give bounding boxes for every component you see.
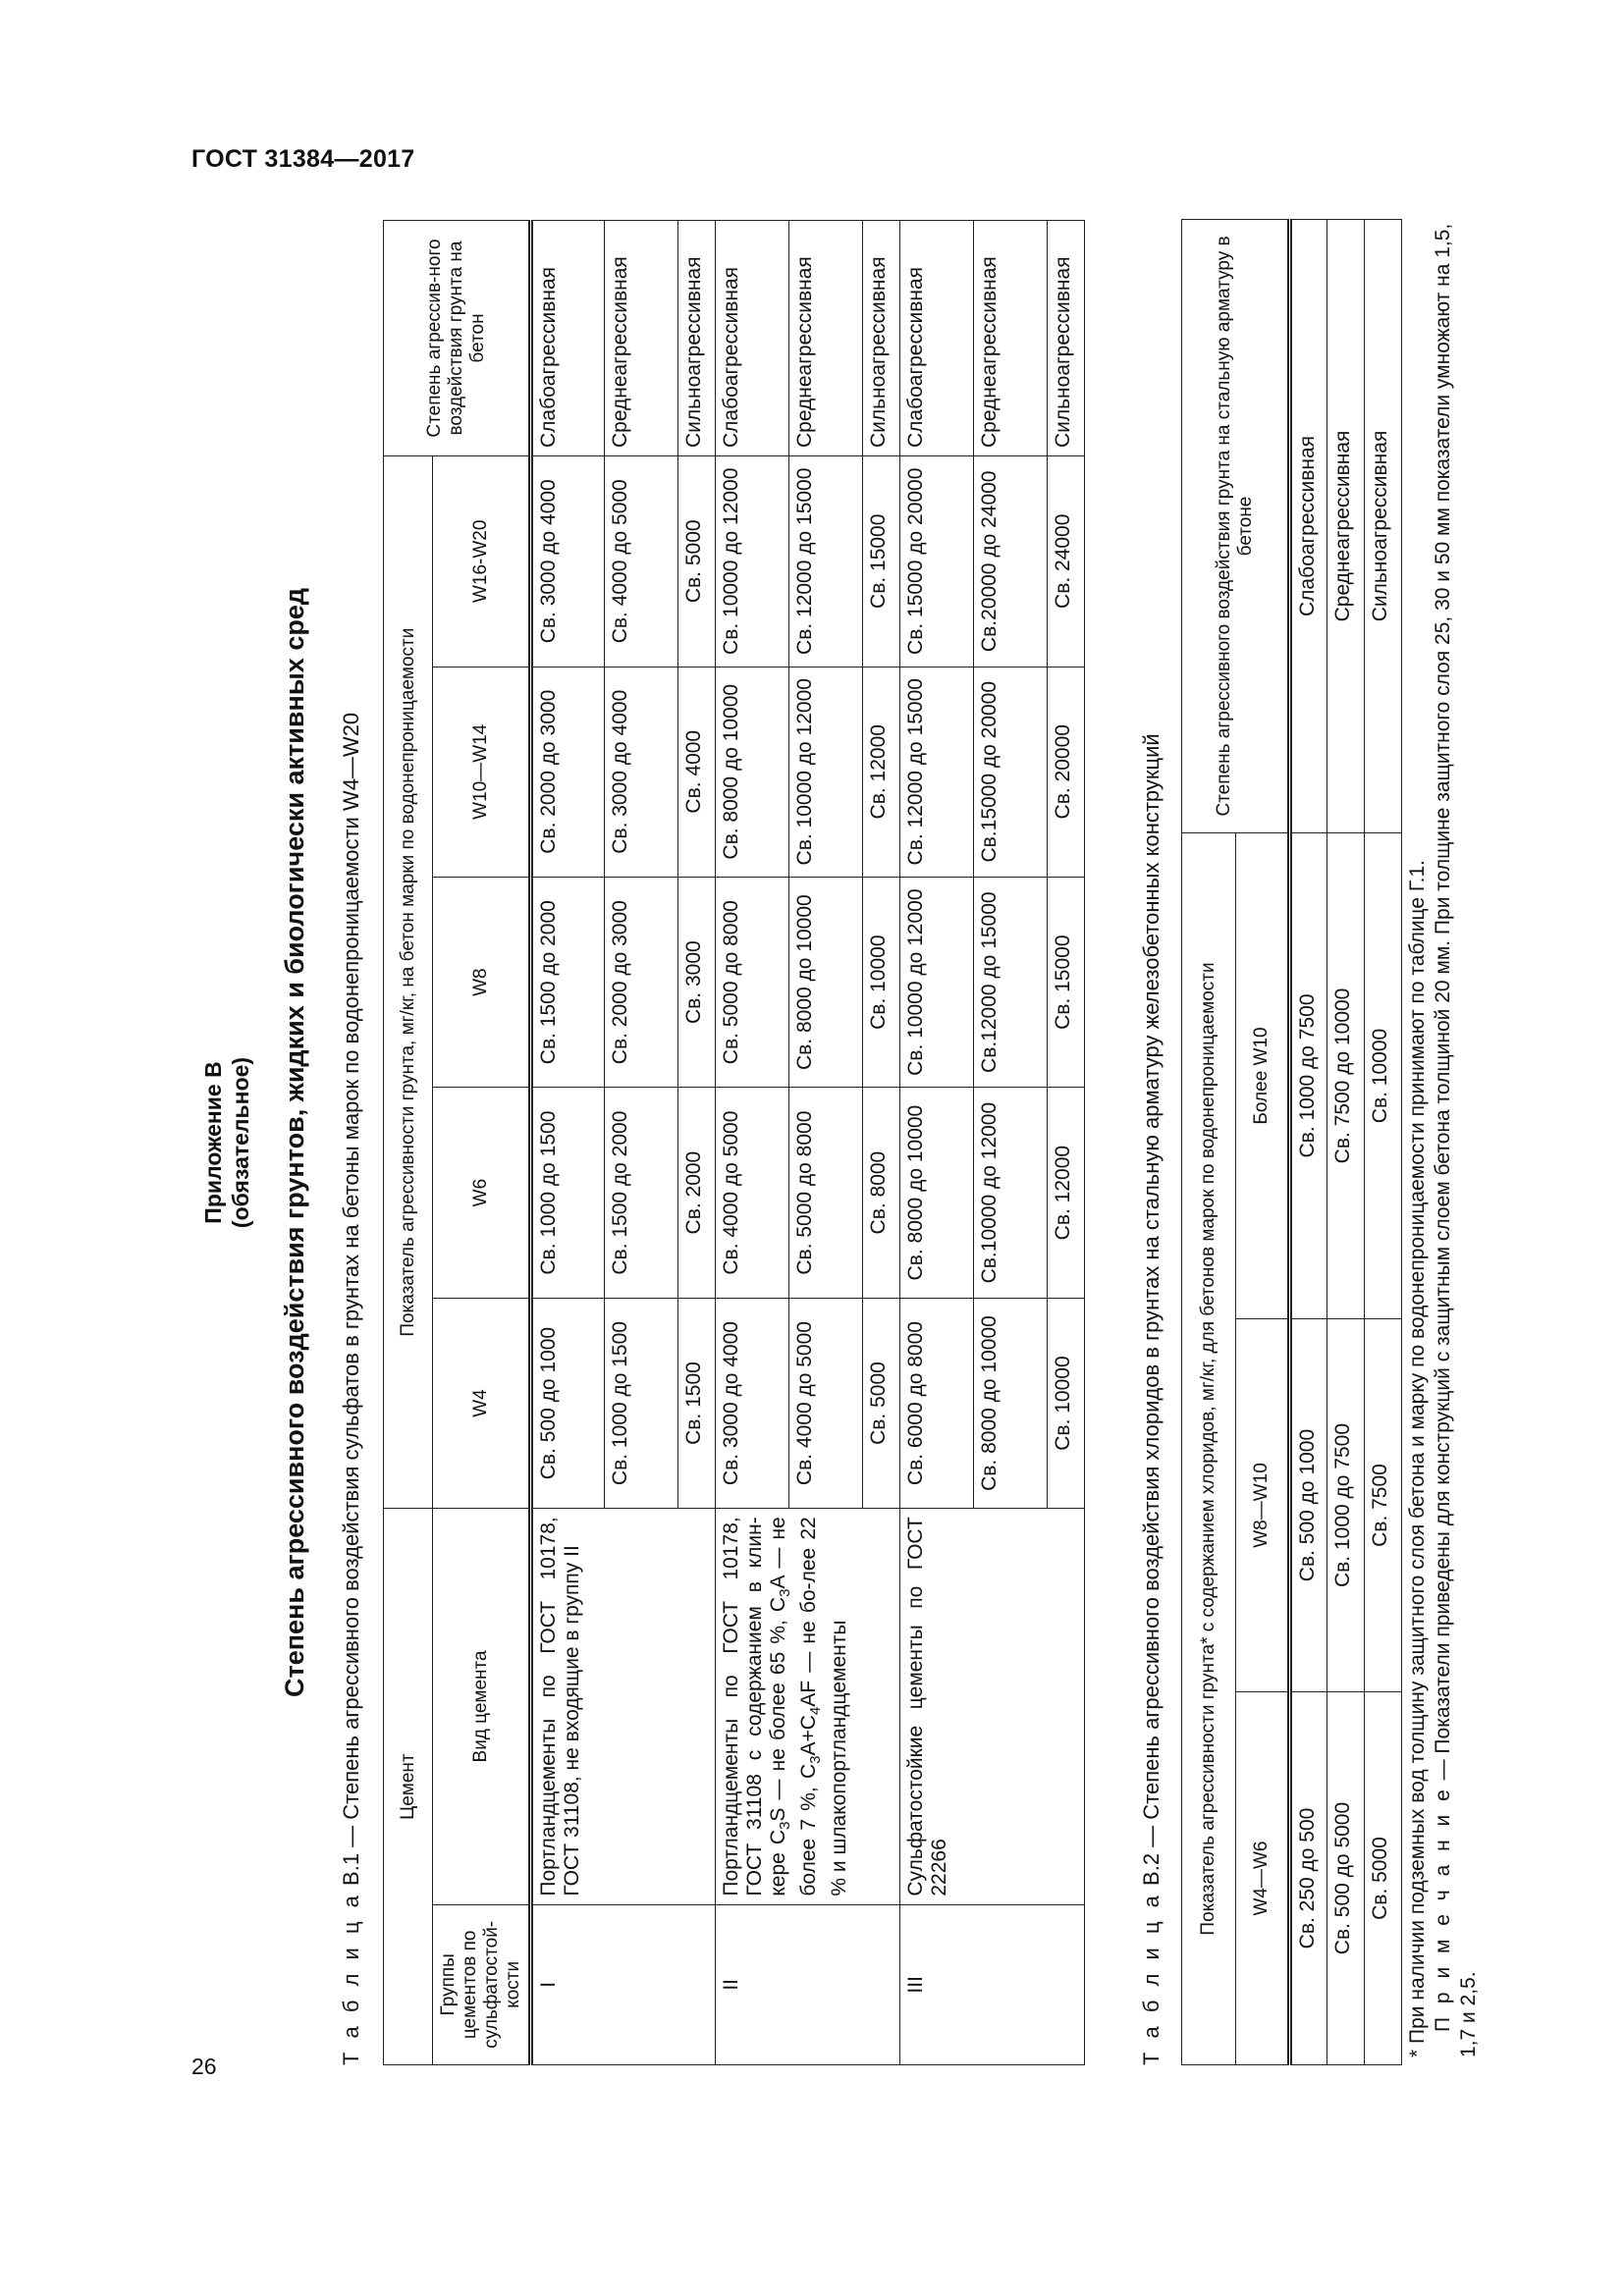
value-cell: Св. 3000 — [678, 877, 716, 1087]
header-grade-w4: W4 — [433, 1298, 531, 1508]
value-cell: Св. 20000 — [1048, 667, 1085, 877]
value-cell: Св. 500 до 1000 — [531, 1298, 605, 1508]
value-cell: Св. 10000 до 12000 — [716, 456, 789, 667]
type-part: AF — не бо-лее 22 % и шлакопортландцементы — [797, 1517, 851, 1896]
table1-caption-text: В.1 — Степень агрессивного воздействия сульфатов в грунтах на бетоны марок по водонепроницаемости W4—W20 — [339, 712, 363, 1893]
appendix-label: Приложение В — [200, 1061, 226, 1224]
value-cell: Св.10000 до 12000 — [974, 1088, 1048, 1298]
cement-type-cell: Сульфатостойкие цементы по ГОСТ 22266 — [900, 1509, 1085, 1904]
type-part: Портландцементы по ГОСТ 10178, ГОСТ 31108 с содержанием в клин-кере C — [720, 1517, 789, 1896]
group-cell: III — [900, 1904, 1085, 2064]
value-cell: Св. 4000 — [678, 667, 716, 877]
value-cell: Св. 250 до 500 — [1290, 1692, 1327, 2065]
degree-cell: Сильноагрессивная — [863, 221, 900, 456]
value-cell: Св. 2000 до 3000 — [531, 667, 605, 877]
appendix-title: Степень агрессивного воздействия грунтов, жидких и биологически активных сред — [280, 588, 309, 1698]
value-cell: Св. 3000 до 4000 — [605, 667, 678, 877]
header-grade-w10-w14: W10—W14 — [433, 667, 531, 877]
type-sub: 4 — [807, 1706, 825, 1716]
value-cell: Св. 10000 — [1048, 1298, 1085, 1508]
value-cell: Св. 500 до 5000 — [1327, 1692, 1365, 2065]
value-cell: Св. 8000 до 10000 — [789, 877, 863, 1087]
appendix-status: (обязательное) — [228, 1056, 253, 1229]
page-number: 26 — [191, 2054, 217, 2079]
value-cell: Св. 10000 — [863, 877, 900, 1087]
value-cell: Св. 1000 до 1500 — [605, 1298, 678, 1508]
value-cell: Св. 12000 — [863, 667, 900, 877]
degree-cell: Сильноагрессивная — [678, 221, 716, 456]
value-cell: Св. 6000 до 8000 — [900, 1298, 974, 1508]
value-cell: Св. 15000 до 20000 — [900, 456, 974, 667]
rotated-content — [182, 220, 1497, 2065]
value-cell: Св. 10000 до 12000 — [900, 877, 974, 1087]
degree-cell: Среднеагрессивная — [1327, 219, 1365, 832]
header-cement: Цемент — [384, 1509, 433, 2065]
header-grade-w4-w6: W4—W6 — [1236, 1692, 1290, 2065]
value-cell: Св. 12000 до 15000 — [789, 456, 863, 667]
header-grade-over-w10: Более W10 — [1236, 832, 1290, 1318]
value-cell: Св.12000 до 15000 — [974, 877, 1048, 1087]
table-row — [716, 221, 789, 2065]
header-grade-w16-w20: W16-W20 — [433, 456, 531, 667]
degree-cell: Среднеагрессивная — [974, 221, 1048, 456]
degree-cell: Среднеагрессивная — [605, 221, 678, 456]
table2-caption-prefix: Т а б л и ц а — [1139, 1892, 1164, 2065]
value-cell: Св. 1000 до 7500 — [1327, 1319, 1365, 1692]
group-cell: II — [716, 1904, 900, 2064]
table1-caption — [339, 713, 364, 2065]
value-cell: Св. 7500 до 10000 — [1327, 832, 1365, 1318]
value-cell: Св. 24000 — [1048, 456, 1085, 667]
value-cell: Св. 1000 до 1500 — [531, 1088, 605, 1298]
degree-cell: Слабоагрессивная — [900, 221, 974, 456]
chloride-aggression-table — [1181, 219, 1402, 2065]
value-cell: Св. 4000 до 5000 — [605, 456, 678, 667]
header-grade-w8-w10: W8—W10 — [1236, 1319, 1290, 1692]
value-cell: Св. 1500 — [678, 1298, 716, 1508]
table-row — [1290, 219, 1327, 2064]
header-type: Вид цемента — [433, 1509, 531, 1904]
value-cell: Св. 1500 до 2000 — [531, 877, 605, 1087]
note-text: — Показатели приведены для конструкций с защитным слоем бетона толщиной 20 мм. При толщине защитного слоя 25, 30 и 50 мм показатели умножают на 1,5, 1,7 и 2,5. — [1432, 223, 1480, 2057]
value-cell: Св. 4000 до 5000 — [789, 1298, 863, 1508]
value-cell: Св. 5000 — [863, 1298, 900, 1508]
value-cell: Св. 4000 до 5000 — [716, 1088, 789, 1298]
group-cell: I — [531, 1904, 716, 2064]
table-row — [531, 221, 605, 2065]
degree-cell: Слабоагрессивная — [1290, 219, 1327, 832]
type-part: A+C — [797, 1715, 821, 1756]
value-cell: Св. 8000 — [863, 1088, 900, 1298]
value-cell: Св. 3000 до 4000 — [716, 1298, 789, 1508]
note-prefix: П р и м е ч а н и е — [1432, 1786, 1454, 2032]
header-degree: Степень агрессив-ного воздействия грунта на бетон — [384, 221, 531, 456]
type-sub: 3 — [777, 1821, 794, 1830]
type-part: A — не более 7 %, C — [767, 1517, 821, 1896]
table-row — [1365, 219, 1402, 2064]
value-cell: Св. 5000 — [678, 456, 716, 667]
degree-cell: Слабоагрессивная — [531, 221, 605, 456]
type-sub: 3 — [777, 1588, 794, 1597]
value-cell: Св.15000 до 20000 — [974, 667, 1048, 877]
cement-type-cell — [716, 1509, 900, 1904]
header-grade-w6: W6 — [433, 1088, 531, 1298]
value-cell: Св. 5000 — [1365, 1692, 1402, 2065]
value-cell: Св. 10000 до 12000 — [789, 667, 863, 877]
table1-caption-prefix: Т а б л и ц а — [339, 1892, 363, 2065]
value-cell: Св. 8000 до 10000 — [900, 1088, 974, 1298]
value-cell: Св. 8000 до 10000 — [716, 667, 789, 877]
type-sub: 3 — [807, 1755, 825, 1764]
degree-cell: Слабоагрессивная — [716, 221, 789, 456]
value-cell: Св. 12000 — [1048, 1088, 1085, 1298]
value-cell: Св. 3000 до 4000 — [531, 456, 605, 667]
document-header: ГОСТ 31384—2017 — [191, 145, 415, 173]
type-part: S — не более 65 %, C — [767, 1596, 789, 1822]
value-cell: Св. 7500 — [1365, 1319, 1402, 1692]
header-grade-w8: W8 — [433, 877, 531, 1087]
table2-footnote-block — [1405, 220, 1482, 2065]
value-cell: Св. 10000 — [1365, 832, 1402, 1318]
value-cell: Св. 2000 до 3000 — [605, 877, 678, 1087]
value-cell: Св. 15000 — [863, 456, 900, 667]
value-cell: Св. 1500 до 2000 — [605, 1088, 678, 1298]
header-degree: Степень агрессивного воздействия грунта на стальную арматуру в бетоне — [1182, 219, 1290, 832]
header-group: Группы цементов по сульфатостой-кости — [433, 1904, 531, 2064]
header-indicator: Показатель агрессивности грунта* с содержанием хлоридов, мг/кг, для бетонов марок по водонепроницаемости — [1182, 832, 1236, 2064]
value-cell: Св. 500 до 1000 — [1290, 1319, 1327, 1692]
value-cell: Св. 8000 до 10000 — [974, 1298, 1048, 1508]
table2-caption-text: В.2 — Степень агрессивного воздействия хлоридов в грунтах на стальную арматуру железобетонных конструкций — [1139, 733, 1164, 1893]
degree-cell: Сильноагрессивная — [1365, 219, 1402, 832]
table-row — [900, 221, 974, 2065]
value-cell: Св. 1000 до 7500 — [1290, 832, 1327, 1318]
sulfate-aggression-table — [383, 220, 1085, 2065]
cement-type-cell: Портландцементы по ГОСТ 10178, ГОСТ 31108, не входящие в группу II — [531, 1509, 716, 1904]
value-cell: Св. 12000 до 15000 — [900, 667, 974, 877]
value-cell: Св. 2000 — [678, 1088, 716, 1298]
value-cell: Св. 5000 до 8000 — [716, 877, 789, 1087]
header-indicator: Показатель агрессивности грунта, мг/кг, на бетон марки по водонепроницаемости — [384, 456, 433, 1509]
degree-cell: Сильноагрессивная — [1048, 221, 1085, 456]
table-row — [1327, 219, 1365, 2064]
value-cell: Св.20000 до 24000 — [974, 456, 1048, 667]
value-cell: Св. 5000 до 8000 — [789, 1088, 863, 1298]
value-cell: Св. 15000 — [1048, 877, 1085, 1087]
table2-footnote: * При наличии подземных вод толщину защитного слоя бетона и марку по водонепроницаемости принимают по таблице Г.1. — [1406, 859, 1429, 2057]
degree-cell: Среднеагрессивная — [789, 221, 863, 456]
table2-caption — [1139, 733, 1164, 2065]
table2-note — [1431, 220, 1482, 2065]
